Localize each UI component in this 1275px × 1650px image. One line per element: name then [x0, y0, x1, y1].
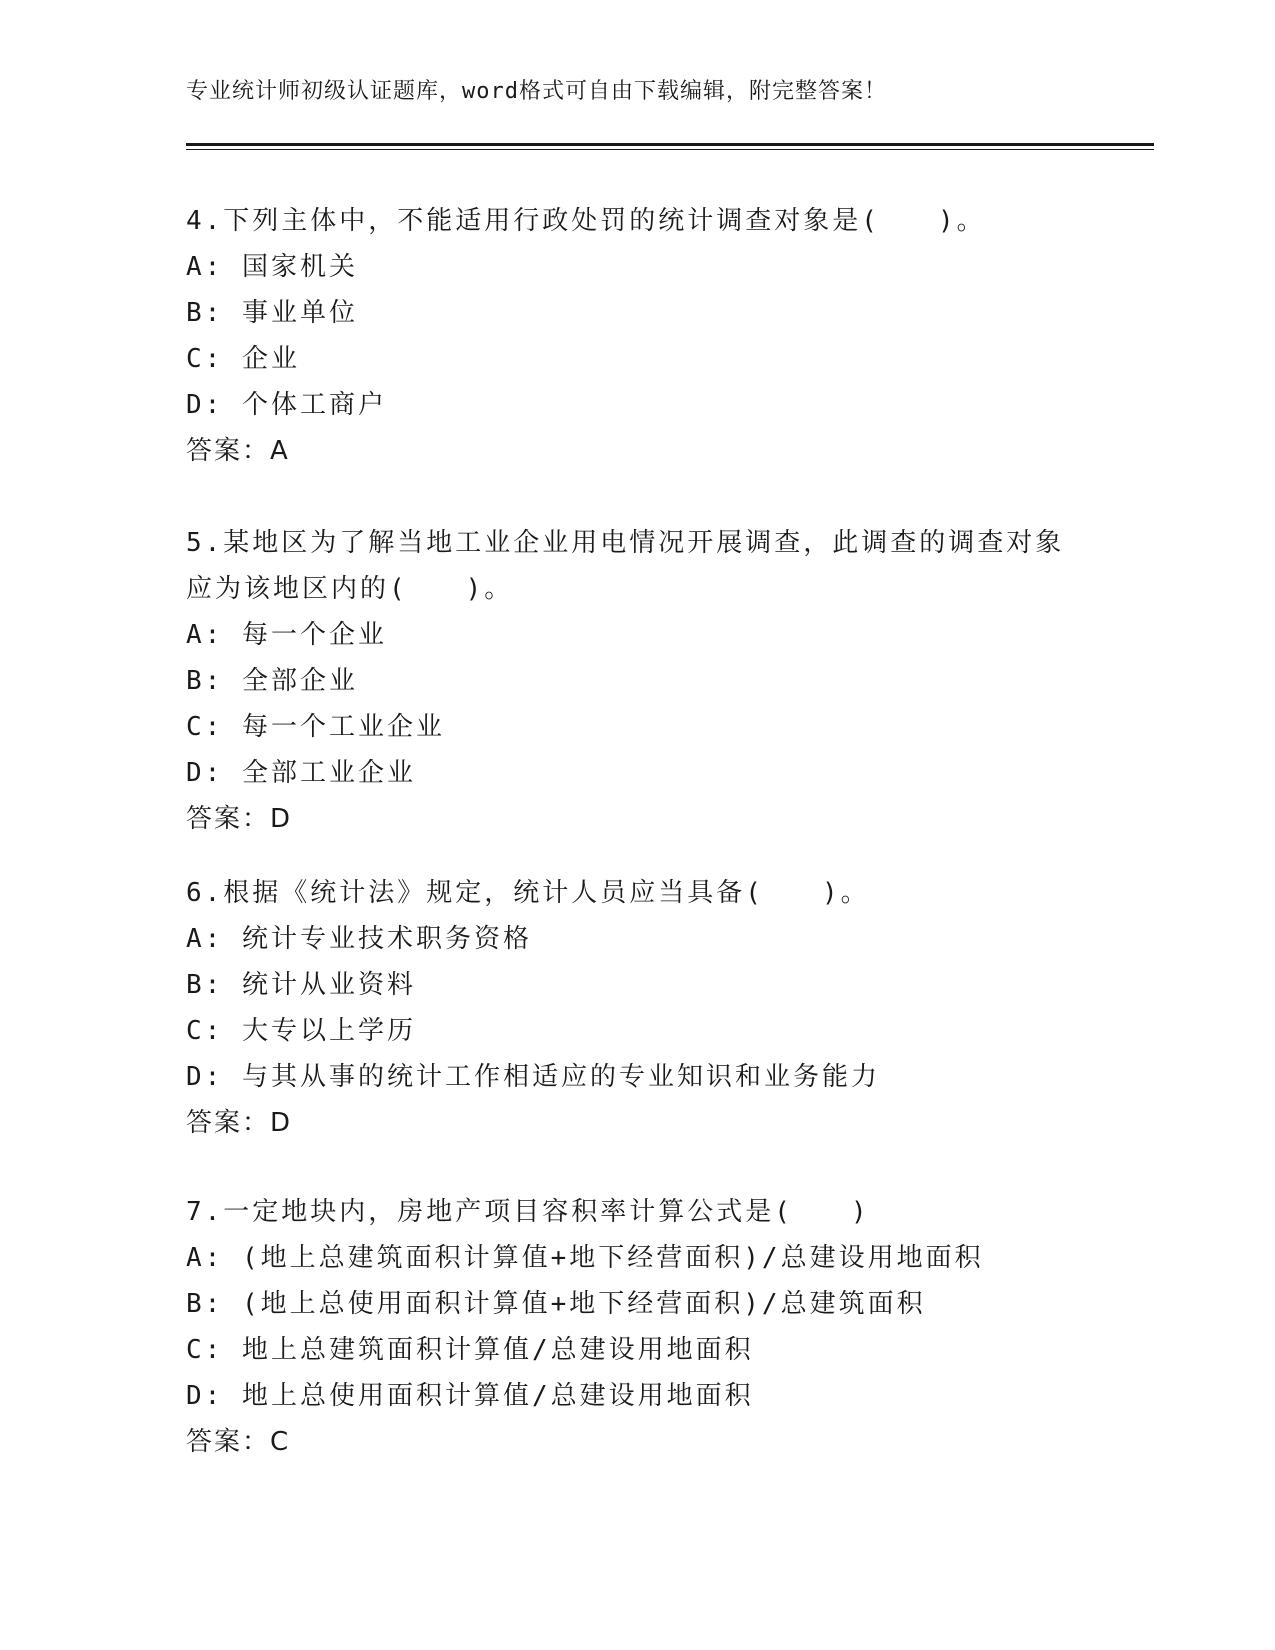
option-c: C: 每一个工业企业: [186, 712, 445, 742]
question-5: [186, 520, 1086, 842]
option-d: D: 地上总使用面积计算值/总建设用地面积: [186, 1381, 754, 1411]
option-d: D: 个体工商户: [186, 390, 387, 420]
answer: 答案：A: [186, 436, 290, 466]
option-b: B: (地上总使用面积计算值+地下经营面积)/总建筑面积: [186, 1289, 926, 1319]
header-divider: [186, 143, 1154, 146]
question-stem: 5.某地区为了解当地工业企业用电情况开展调查，此调查的调查对象: [186, 528, 1065, 558]
question-4: [186, 198, 1086, 474]
option-c: C: 企业: [186, 344, 300, 374]
option-a: A: (地上总建筑面积计算值+地下经营面积)/总建设用地面积: [186, 1243, 984, 1273]
option-c: C: 地上总建筑面积计算值/总建设用地面积: [186, 1335, 754, 1365]
question-stem: 7.一定地块内，房地产项目容积率计算公式是( ): [186, 1197, 870, 1227]
header-divider-thin: [186, 149, 1154, 150]
option-c: C: 大专以上学历: [186, 1016, 416, 1046]
answer: 答案：D: [186, 1108, 293, 1138]
question-stem: 6.根据《统计法》规定，统计人员应当具备( )。: [186, 878, 870, 908]
option-d: D: 与其从事的统计工作相适应的专业知识和业务能力: [186, 1062, 880, 1092]
option-b: B: 统计从业资料: [186, 970, 416, 1000]
option-a: A: 国家机关: [186, 252, 358, 282]
option-d: D: 全部工业企业: [186, 758, 416, 788]
answer: 答案：D: [186, 804, 293, 834]
option-a: A: 统计专业技术职务资格: [186, 924, 532, 954]
option-b: B: 事业单位: [186, 298, 358, 328]
question-7: [186, 1189, 1086, 1465]
question-stem: 4.下列主体中，不能适用行政处罚的统计调查对象是( )。: [186, 206, 986, 236]
question-6: [186, 870, 1086, 1146]
question-stem-continued: 应为该地区内的( )。: [186, 574, 514, 604]
option-b: B: 全部企业: [186, 666, 358, 696]
answer: 答案：C: [186, 1427, 291, 1457]
option-a: A: 每一个企业: [186, 620, 387, 650]
page-header: 专业统计师初级认证题库，word格式可自由下载编辑，附完整答案！: [186, 79, 887, 104]
